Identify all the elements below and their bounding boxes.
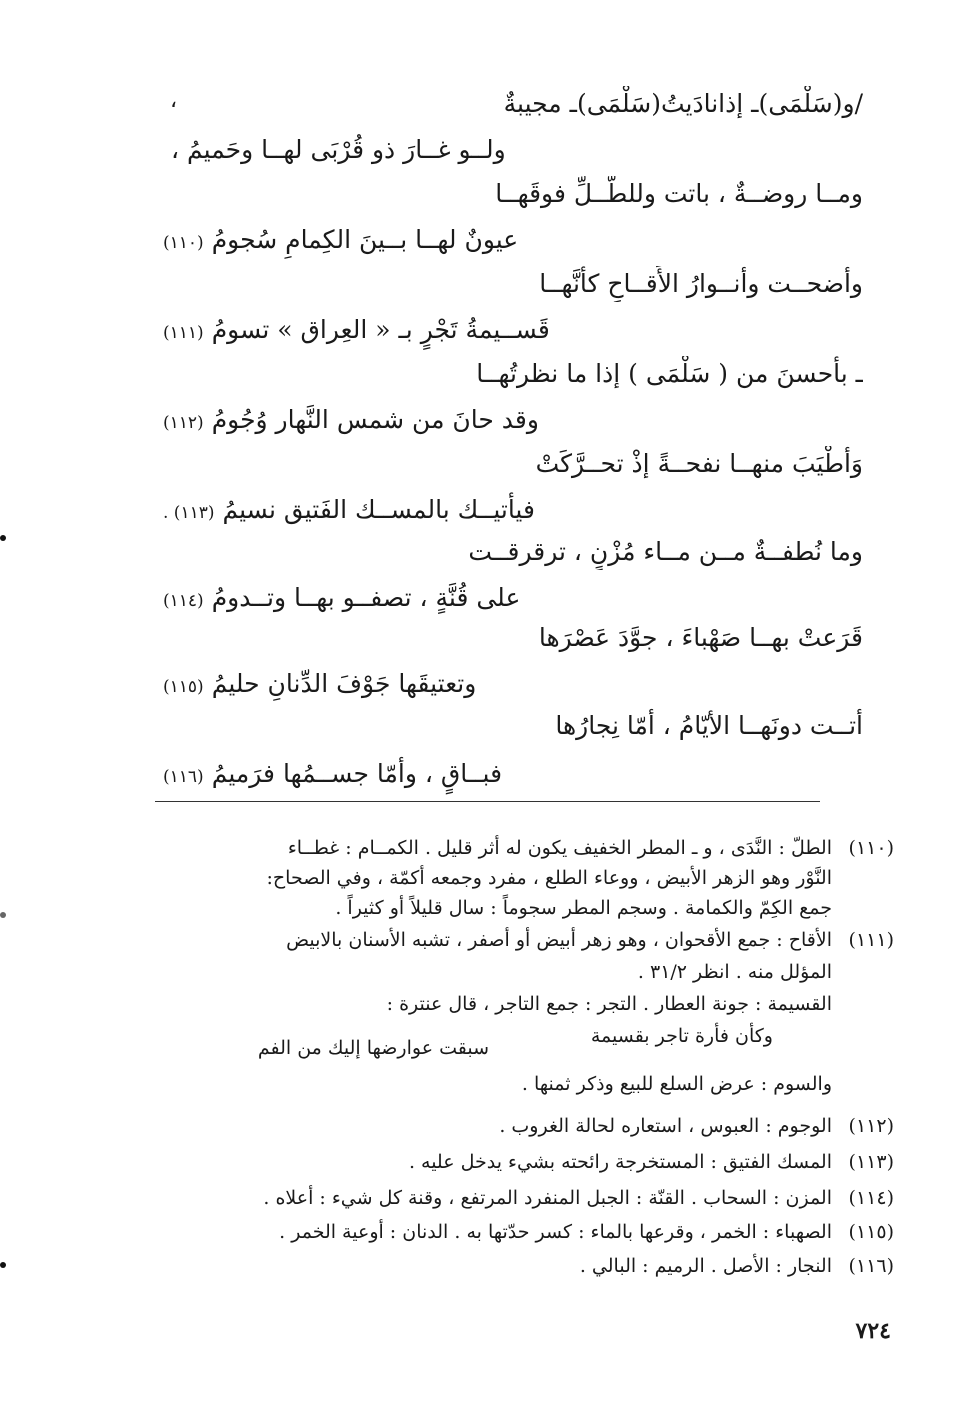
verse-5-number: (١١٣) . [163,503,215,523]
verse-8-second-text: فبــاقٍ ، وأمّا جســمُها فرَميمُ [211,759,503,788]
verse-6-first: وما نُطفــةٌ مــن مــاء مُزْنٍ ، ترقرقــت [468,537,863,566]
footnote-115 [159,1218,894,1246]
footnote-114-number: (١١٤) [848,1187,894,1209]
antara-verse-first: وكأن فأرة تاجر بقسيمة [590,1025,773,1047]
verse-4-second-text: وقد حانَ من شمس النَّهار وُجُومُ [211,405,539,434]
verse-5-second [163,492,863,531]
verse-6-second [163,580,863,619]
verse-7-number: (١١٥) [163,677,204,697]
verse-5-second-text: فيأتيــك بالمســك الفَتيق نسيمُ [222,495,535,524]
footnote-116-number: (١١٦) [848,1255,894,1277]
verse-8-first: أتــت دونَهــا الأيّامُ ، أمّا نِجارُها [555,711,863,740]
footnote-112-number: (١١٢) [848,1115,894,1137]
footnote-116 [159,1252,894,1280]
verse-4-second [163,402,863,441]
verse-1-first: /و(سَلْمَى)ـ إذانادَيتُ(سَلْمَى)ـ مجيبةٌ [503,89,863,118]
verse-8-number: (١١٦) [163,767,204,787]
binding-mark-top [0,535,6,541]
footnote-115-number: (١١٥) [848,1221,894,1243]
binding-mark-bottom [0,1262,6,1268]
footnote-112 [159,1112,894,1140]
footnote-110-line-2: النَّوْر وهو الزهر الأبيض ، ووعاء الطلع ، مفرد وجمعه أكمّة ، وفي الصحاح: [266,867,832,889]
footnote-111 [159,926,894,954]
verse-3-second [163,312,863,351]
footnote-113 [159,1148,894,1176]
verse-2-number: (١١٠) [163,233,204,253]
footnote-112-text: الوجوم : العبوس ، استعاره لحالة الغروب . [499,1115,832,1137]
footnote-114-text: المزن : السحاب . القنّة : الجبل المنفرد المرتفع ، وقنة كل شيء : أعلاه . [263,1187,832,1209]
footnote-111-line-4: والسوم : عرض السلع للبيع وذكر ثمنها . [521,1073,832,1095]
footnote-110-line-1: الطلّ : النَّدَى ، و ـ المطر الخفيف يكون له أثر قليل . الكمــام : غطــاء [287,837,832,859]
binding-mark-middle [0,912,6,918]
footnote-114 [159,1184,894,1212]
footnote-111-line-1: الأقاح : جمع الأقحوان ، وهو زهر أبيض أو أصفر ، تشبه الأسنان بالابيض [286,929,832,951]
footnote-separator [155,801,820,802]
verse-7-first: قَرَعتْ بهــا صَهْباءَ ، جوَّدَ عَصْرَها [538,623,863,652]
footnote-110-number: (١١٠) [848,837,894,859]
verse-3-second-text: قَســيمةُ تَجْرٍ بـ « العِراق » تسومُ [211,315,550,344]
verse-2-second [163,222,863,261]
verse-3-number: (١١١) [163,323,204,343]
verse-8-second [163,756,863,795]
footnote-113-text: المسك الفتيق : المستخرجة رائحته بشيء يدخل عليه . [408,1151,832,1173]
footnote-111-line-3: القسيمة : جونة العطار . التجر : جمع التاجر ، قال عنترة : [386,993,832,1015]
verse-7-second [163,666,863,705]
footnote-111-number: (١١١) [848,929,894,951]
verse-1-second-text: ولــو غــارَ ذو قُرْبَى لهــا وحَميمُ ، [171,135,506,164]
verse-2-second-text: عيونٌ لهــا بــينَ الكِمامِ سُجومُ [211,225,519,254]
verse-4-first: ـ بأحسنَ من ( سَلْمَى ) إذا ما نظرتُهــا [476,359,863,388]
page-number: ٧٢٤ [855,1318,891,1344]
footnote-110-line-3: جمع الكِمّ والكمامة . وسجم المطر سجوماً : سال قليلاً أو كثيراً . [335,897,832,919]
verse-4-number: (١١٢) [163,413,204,433]
footnote-111-line-2: المؤلل منه . انظر ٣١/٢ . [637,961,832,983]
footnote-115-text: الصهباء : الخمر ، وقرعها بالماء : كسر حدّتها به . الدنان : أوعية الخمر . [279,1221,832,1243]
stray-mark: ، [170,88,178,113]
footnote-116-text: النجار : الأصل . الرميم : البالي . [579,1255,832,1277]
verse-2-first: ومــا روضــةٌ ، باتت وللطَّــلِّ فوقَهــا [495,179,863,208]
verse-3-first: وأضحــت وأنــوارُ الأَقــاحِ كأنَّهــا [539,269,863,298]
verse-6-second-text: على قُنَّةٍ ، تصفــو بهــا وتــدومُ [211,583,521,612]
verse-7-second-text: وتعتيقَها جَوْفَ الدِّنانِ حليمُ [211,669,477,698]
verse-6-number: (١١٤) [163,591,204,611]
verse-5-first: وَأطْيَبَ منهــا نفحــةً إذْ تحــرَّكَتْ [535,449,863,478]
verse-1-second [163,132,863,171]
antara-verse-second: سبقت عوارضها إليك من الفم [257,1037,489,1059]
footnote-113-number: (١١٣) [848,1151,894,1173]
footnote-110 [159,834,894,862]
